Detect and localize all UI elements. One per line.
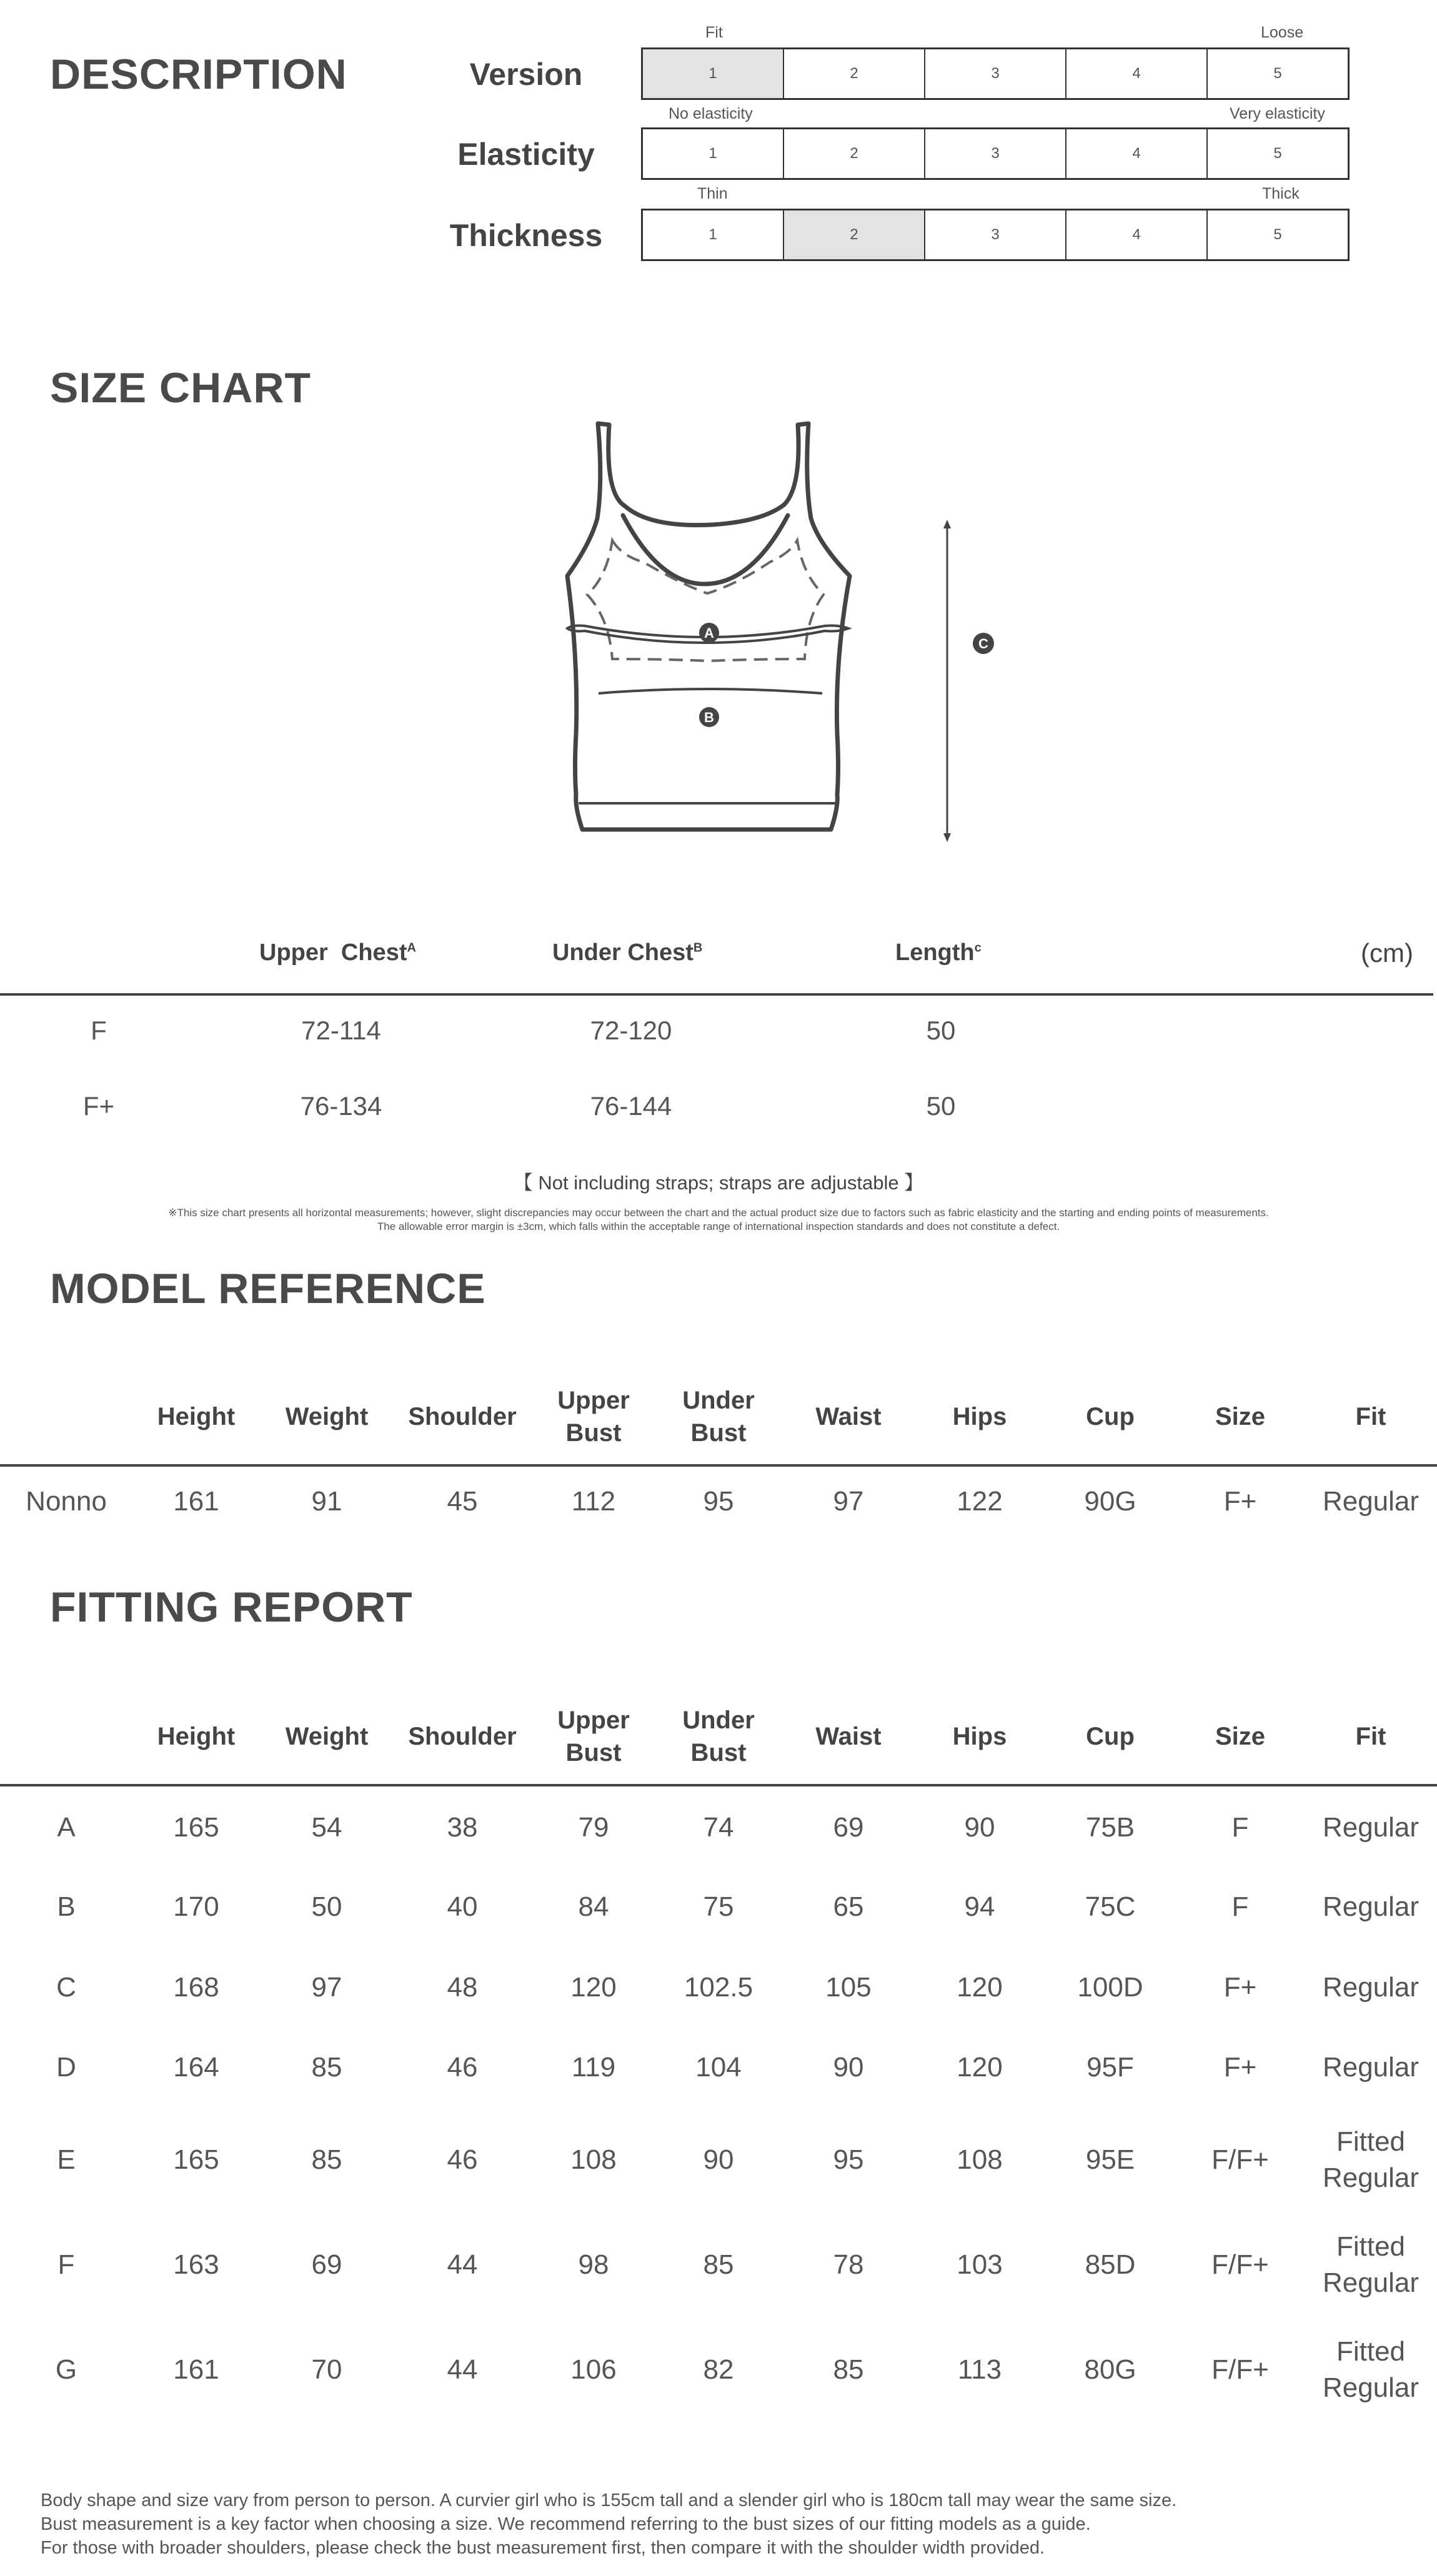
fitting-row-6-cell-5: 98 (578, 2249, 609, 2280)
fitting-row-2-cell-5: 84 (578, 1891, 609, 1922)
fitting-header-cup: Cup (1086, 1723, 1135, 1750)
footer-line-1: Body shape and size vary from person to person. A curvier girl who is 155cm tall and a slender girl who is 180cm tall may wear the same size. (41, 2490, 1177, 2510)
model-header-divider (0, 1464, 1437, 1467)
length-arrow-bottom-head (943, 833, 951, 842)
size-table-divider (0, 993, 1433, 996)
size-f-upper: 72-114 (301, 1016, 381, 1045)
fitting-row-3-cell-6: 102.5 (684, 1972, 753, 2003)
model-header-size: Size (1215, 1403, 1266, 1430)
model-row-1-cell-10: F+ (1223, 1486, 1257, 1517)
model-reference-title: MODEL REFERENCE (50, 1265, 486, 1312)
fitting-row-5-cell-3: 85 (311, 2144, 342, 2175)
elasticity-scale-3: 3 (924, 129, 1065, 178)
fitting-header-height: Height (157, 1723, 236, 1750)
fitting-row-4-cell-9: 95F (1086, 2052, 1134, 2083)
fitting-row-7-cell-4: 44 (447, 2354, 478, 2385)
fitting-report-title: FITTING REPORT (50, 1583, 413, 1631)
fitting-row-6-cell-8: 103 (957, 2249, 1003, 2280)
fitting-row-6-cell-4: 44 (447, 2249, 478, 2280)
elasticity-low-label: No elasticity (669, 105, 753, 122)
fitting-row-2-cell-7: 65 (833, 1891, 864, 1922)
fitting-row-5-cell-5: 108 (570, 2144, 617, 2175)
version-low-label: Fit (705, 24, 723, 41)
version-scale-2: 2 (783, 49, 924, 98)
fitting-row-1-cell-9: 75B (1085, 1812, 1135, 1843)
fitting-row-6-cell-7: 78 (833, 2249, 864, 2280)
fitting-row-5-cell-11: Fitted Regular (1322, 2126, 1420, 2193)
version-high-label: Loose (1261, 24, 1304, 41)
fitting-row-2-cell-8: 94 (964, 1891, 995, 1922)
model-row-1-cell-7: 97 (833, 1486, 864, 1517)
fitting-row-5-cell-1: E (57, 2144, 76, 2175)
fitting-row-6-cell-11: Fitted Regular (1322, 2231, 1420, 2298)
thickness-scale-2: 2 (783, 211, 924, 259)
size-fplus-length: 50 (926, 1091, 956, 1121)
fitting-row-1-cell-1: A (57, 1812, 76, 1843)
version-scale-5: 5 (1206, 49, 1348, 98)
model-header-upper-bust: Upper Bust (557, 1387, 630, 1447)
fitting-row-7-cell-8: 113 (957, 2354, 1002, 2385)
fitting-row-7-cell-2: 161 (173, 2354, 219, 2385)
fitting-row-5-cell-9: 95E (1085, 2144, 1135, 2175)
fitting-row-1-cell-7: 69 (833, 1812, 864, 1843)
fitting-header-divider (0, 1784, 1437, 1786)
elasticity-scale-5: 5 (1206, 129, 1348, 178)
thickness-scale-5: 5 (1206, 211, 1348, 259)
fitting-row-2-cell-10: F (1231, 1891, 1249, 1922)
model-header-hips: Hips (952, 1403, 1007, 1430)
fitting-row-2-cell-1: B (57, 1891, 76, 1922)
fitting-header-waist: Waist (815, 1723, 882, 1750)
model-header-shoulder: Shoulder (408, 1403, 517, 1430)
tank-top-diagram (550, 412, 1012, 850)
model-header-waist: Waist (815, 1403, 882, 1430)
marker-c-label: C (978, 636, 988, 651)
fitting-row-4-cell-11: Regular (1322, 2052, 1420, 2083)
fitting-row-5-cell-6: 90 (703, 2144, 734, 2175)
fitting-row-4-cell-1: D (56, 2052, 76, 2083)
fitting-header-shoulder: Shoulder (408, 1723, 517, 1750)
fitting-row-2-cell-3: 50 (311, 1891, 342, 1922)
version-scale (641, 47, 1350, 100)
size-chart-title: SIZE CHART (50, 364, 311, 412)
elasticity-scale-1: 1 (709, 145, 717, 162)
fitting-row-3-cell-3: 97 (311, 1972, 342, 2003)
fitting-row-4-cell-5: 119 (571, 2052, 616, 2083)
version-scale-4: 4 (1065, 49, 1206, 98)
fitting-row-1-cell-5: 79 (578, 1812, 609, 1843)
fitting-row-3-cell-5: 120 (570, 1972, 617, 2003)
elasticity-high-label: Very elasticity (1230, 105, 1325, 122)
description-title: DESCRIPTION (50, 51, 347, 98)
model-header-height: Height (157, 1403, 236, 1430)
col-length: Length$^c$ (895, 939, 982, 966)
fitting-row-5-cell-4: 46 (447, 2144, 478, 2175)
model-row-1-cell-2: 161 (173, 1486, 219, 1517)
model-row-1-cell-3: 91 (311, 1486, 342, 1517)
model-header-weight: Weight (285, 1403, 369, 1430)
fitting-row-3-cell-11: Regular (1322, 1972, 1420, 2003)
model-header-under-bust: Under Bust (682, 1387, 755, 1447)
fitting-row-4-cell-3: 85 (311, 2052, 342, 2083)
fitting-header-fit: Fit (1355, 1723, 1386, 1750)
elasticity-scale-4: 4 (1065, 129, 1206, 178)
size-f-under: 72-120 (590, 1016, 672, 1045)
col-upper-chest: Upper Chest$^A$ (259, 939, 416, 966)
fitting-header-size: Size (1215, 1723, 1266, 1750)
version-scale-3: 3 (924, 49, 1065, 98)
fitting-row-1-cell-8: 90 (964, 1812, 995, 1843)
fitting-row-6-cell-10: F/F+ (1211, 2249, 1269, 2280)
size-disclaimer-2: The allowable error margin is ±3cm, which falls within the acceptable range of international inspection standards and does not constitute a defect. (377, 1221, 1060, 1232)
size-fplus-under: 76-144 (590, 1091, 672, 1121)
fitting-row-1-cell-4: 38 (447, 1812, 478, 1843)
fitting-row-5-cell-10: F/F+ (1211, 2144, 1269, 2175)
model-row-1-cell-1: Nonno (26, 1486, 107, 1517)
version-scale-1: 1 (643, 49, 783, 98)
marker-b-label: B (704, 710, 714, 725)
elasticity-scale-2: 2 (783, 129, 924, 178)
fitting-header-under-bust: Under Bust (682, 1707, 755, 1766)
fitting-row-2-cell-9: 75C (1085, 1891, 1136, 1922)
fitting-row-5-cell-7: 95 (833, 2144, 864, 2175)
length-arrow-top-head (943, 520, 951, 528)
fitting-row-2-cell-11: Regular (1322, 1891, 1420, 1922)
fitting-row-4-cell-6: 104 (695, 2052, 742, 2083)
fitting-row-7-cell-9: 80G (1084, 2354, 1136, 2385)
model-row-1-cell-5: 112 (571, 1486, 616, 1517)
fitting-row-3-cell-2: 168 (173, 1972, 219, 2003)
fitting-header-upper-bust: Upper Bust (557, 1707, 630, 1766)
fitting-row-7-cell-11: Fitted Regular (1322, 2336, 1420, 2403)
fitting-row-1-cell-3: 54 (311, 1812, 342, 1843)
fitting-row-4-cell-2: 164 (173, 2052, 219, 2083)
fitting-row-1-cell-2: 165 (173, 1812, 219, 1843)
size-f: F (91, 1016, 107, 1045)
size-fplus-upper: 76-134 (300, 1091, 382, 1121)
col-under-chest: Under Chest$^B$ (552, 939, 703, 966)
footer-line-2: Bust measurement is a key factor when choosing a size. We recommend referring to the bust sizes of our fitting models as a guide. (41, 2514, 1091, 2534)
fitting-row-4-cell-7: 90 (833, 2052, 864, 2083)
fitting-row-2-cell-4: 40 (447, 1891, 478, 1922)
fitting-row-3-cell-4: 48 (447, 1972, 478, 2003)
fitting-row-7-cell-5: 106 (570, 2354, 617, 2385)
thickness-label: Thickness (449, 218, 603, 253)
model-row-1-cell-4: 45 (447, 1486, 478, 1517)
version-label: Version (469, 57, 583, 92)
fitting-row-6-cell-3: 69 (311, 2249, 342, 2280)
thickness-scale-4: 4 (1065, 211, 1206, 259)
thickness-scale-1: 1 (709, 226, 717, 243)
fitting-row-2-cell-6: 75 (703, 1891, 734, 1922)
thickness-scale-3: 3 (924, 211, 1065, 259)
model-row-1-cell-6: 95 (703, 1486, 734, 1517)
size-f-length: 50 (926, 1016, 956, 1045)
thickness-low-label: Thin (697, 185, 728, 202)
footer-line-3: For those with broader shoulders, please check the bust measurement first, then compare it with the shoulder width provided. (41, 2538, 1045, 2558)
fitting-row-1-cell-11: Regular (1322, 1812, 1420, 1843)
fitting-row-1-cell-10: F (1231, 1812, 1249, 1843)
elasticity-label: Elasticity (457, 137, 595, 172)
fitting-row-4-cell-8: 120 (957, 2052, 1003, 2083)
fitting-row-7-cell-6: 82 (703, 2354, 734, 2385)
fitting-row-3-cell-9: 100D (1077, 1972, 1143, 2003)
fitting-header-weight: Weight (285, 1723, 369, 1750)
strap-note: 【 Not including straps; straps are adjustable 】 (513, 1172, 924, 1194)
fitting-row-3-cell-1: C (56, 1972, 76, 2003)
fitting-row-7-cell-10: F/F+ (1211, 2354, 1269, 2385)
footer-note (41, 2489, 1176, 2560)
fitting-row-5-cell-8: 108 (957, 2144, 1003, 2175)
fitting-row-2-cell-2: 170 (173, 1891, 219, 1922)
thickness-high-label: Thick (1262, 185, 1300, 202)
fitting-row-4-cell-4: 46 (447, 2052, 478, 2083)
model-row-1-cell-8: 122 (957, 1486, 1003, 1517)
fitting-row-6-cell-9: 85D (1085, 2249, 1136, 2280)
fitting-header-hips: Hips (952, 1723, 1007, 1750)
size-fplus: F+ (82, 1091, 115, 1121)
model-row-1-cell-9: 90G (1084, 1486, 1136, 1517)
fitting-row-3-cell-8: 120 (957, 1972, 1003, 2003)
fitting-row-6-cell-6: 85 (703, 2249, 734, 2280)
fitting-row-6-cell-2: 163 (173, 2249, 219, 2280)
col-unit: (cm) (1361, 938, 1413, 968)
fitting-row-5-cell-2: 165 (173, 2144, 219, 2175)
elasticity-scale (641, 127, 1350, 180)
size-disclaimer-1: ※This size chart presents all horizontal measurements; however, slight discrepancies may occur between the chart and the actual product size due to factors such as fabric elasticity and the starting and ending points of measurements. (168, 1207, 1269, 1219)
under-chest-line (599, 689, 822, 693)
model-header-fit: Fit (1355, 1403, 1386, 1430)
model-row-1-cell-11: Regular (1322, 1486, 1420, 1517)
fitting-row-7-cell-7: 85 (833, 2354, 864, 2385)
fitting-row-7-cell-1: G (55, 2354, 77, 2385)
fitting-row-4-cell-10: F+ (1223, 2052, 1257, 2083)
fitting-row-1-cell-6: 74 (703, 1812, 734, 1843)
fitting-row-3-cell-10: F+ (1223, 1972, 1257, 2003)
fitting-row-7-cell-3: 70 (311, 2354, 342, 2385)
fitting-row-3-cell-7: 105 (825, 1972, 872, 2003)
model-header-cup: Cup (1086, 1403, 1135, 1430)
thickness-scale (641, 209, 1350, 261)
fitting-row-6-cell-1: F (57, 2249, 75, 2280)
marker-a-label: A (704, 625, 714, 641)
